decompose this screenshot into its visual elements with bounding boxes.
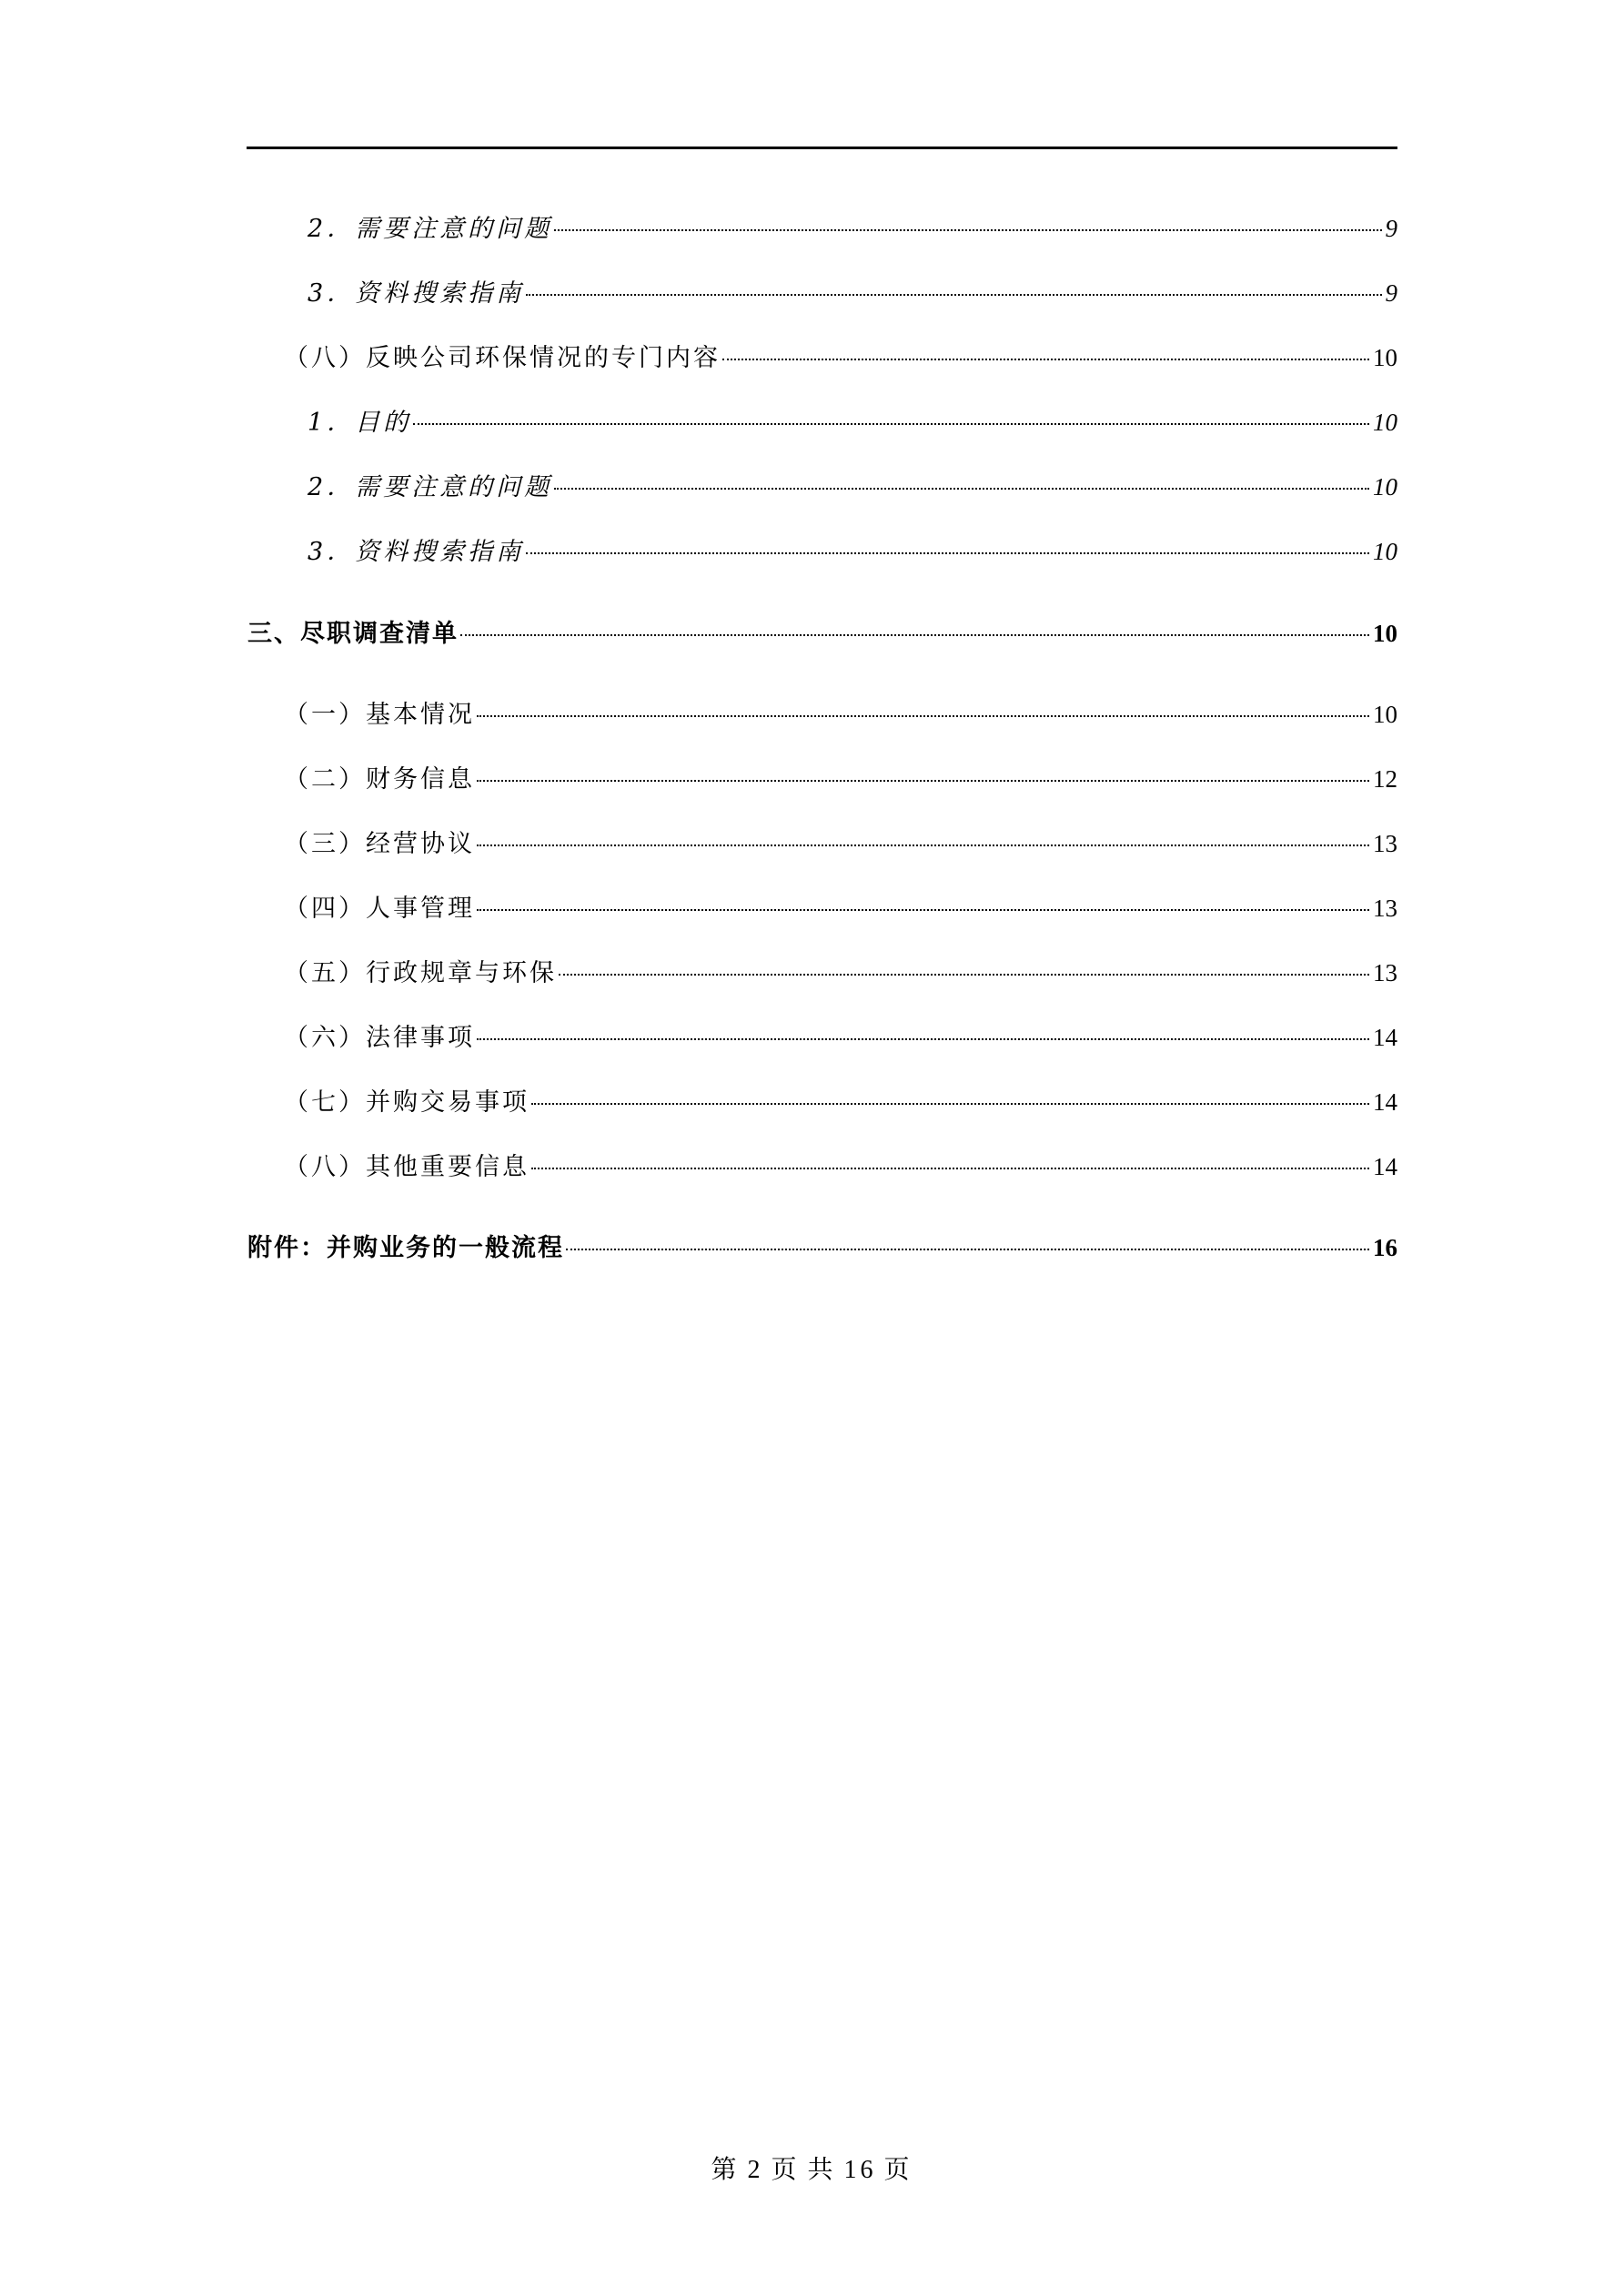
dot-leader [531,1103,1369,1105]
toc-entry-page: 13 [1373,830,1397,857]
toc-entry-page: 14 [1373,1153,1397,1180]
dot-leader [531,1168,1369,1169]
toc-entry[interactable] [284,1085,1397,1119]
toc-entry-label: 2．需要注意的问题 [308,215,553,243]
dot-leader [477,780,1369,782]
footer-current-page: 2 [747,2156,764,2184]
toc-entry-page: 10 [1373,409,1397,436]
toc-entry[interactable] [284,1020,1397,1055]
toc-entry-label: （五）行政规章与环保 [284,959,557,987]
toc-entry-label: （八）反映公司环保情况的专门内容 [284,344,721,372]
dot-leader [460,634,1369,636]
toc-entry[interactable] [247,616,1397,651]
footer-suffix: 页 [883,2156,913,2184]
footer-page-word: 页 [771,2156,801,2184]
toc-entry-page: 10 [1373,701,1397,728]
toc-entry-page: 14 [1373,1088,1397,1116]
dot-leader [554,488,1369,490]
dot-leader [554,229,1381,231]
toc-entry-label: （一）基本情况 [284,701,475,729]
dot-leader [526,552,1369,554]
toc-entry-page: 14 [1373,1024,1397,1051]
toc-entry-label: （三）经营协议 [284,830,475,858]
toc-entry-page: 12 [1373,765,1397,793]
toc-entry[interactable] [284,340,1397,375]
toc-entry-page: 10 [1373,620,1397,647]
toc-entry-page: 9 [1385,279,1397,307]
footer-total-pages: 16 [843,2156,877,2184]
dot-leader [477,1038,1369,1040]
toc-entry[interactable] [284,956,1397,990]
toc-entry[interactable] [284,1149,1397,1184]
page-footer [0,2149,1624,2186]
toc-entry-label: 附件：并购业务的一般流程 [247,1234,564,1262]
toc-entry[interactable] [284,826,1397,861]
toc-entry-page: 10 [1373,473,1397,501]
dot-leader [413,423,1369,425]
toc-entry-label: 3．资料搜索指南 [308,538,525,566]
toc-entry-page: 10 [1373,538,1397,565]
toc-entry-page: 10 [1373,344,1397,371]
toc-entry-label: 1．目的 [308,409,412,437]
toc-entry[interactable] [284,762,1397,796]
footer-prefix: 第 [711,2156,741,2184]
toc-entry-page: 13 [1373,895,1397,922]
toc-entry[interactable] [284,697,1397,732]
toc-entry-label: （二）财务信息 [284,765,475,794]
dot-leader [526,294,1381,296]
toc-entry[interactable] [247,1230,1397,1265]
dot-leader [477,909,1369,911]
dot-leader [477,715,1369,717]
footer-total-prefix: 共 [807,2156,837,2184]
dot-leader [722,359,1369,360]
toc-entry-page: 9 [1385,215,1397,242]
toc-entry-label: （四）人事管理 [284,895,475,923]
toc-entry-label: （七）并购交易事项 [284,1088,530,1117]
toc-entry[interactable] [308,534,1397,569]
header-rule [247,147,1397,149]
toc-entry[interactable] [308,211,1397,246]
dot-leader [559,974,1369,976]
toc-entry-label: 三、尽职调查清单 [247,620,459,648]
toc-entry-label: 2．需要注意的问题 [308,473,553,501]
toc-entry-label: （六）法律事项 [284,1024,475,1052]
dot-leader [477,845,1369,846]
toc-entry[interactable] [284,891,1397,925]
toc-entry[interactable] [308,276,1397,310]
dot-leader [566,1249,1369,1250]
toc-entry[interactable] [308,405,1397,440]
toc-entry-page: 16 [1373,1234,1397,1261]
toc-entry-label: （八）其他重要信息 [284,1153,530,1181]
toc-entry-page: 13 [1373,959,1397,986]
toc-entry[interactable] [308,470,1397,504]
toc-entry-label: 3．资料搜索指南 [308,279,525,308]
